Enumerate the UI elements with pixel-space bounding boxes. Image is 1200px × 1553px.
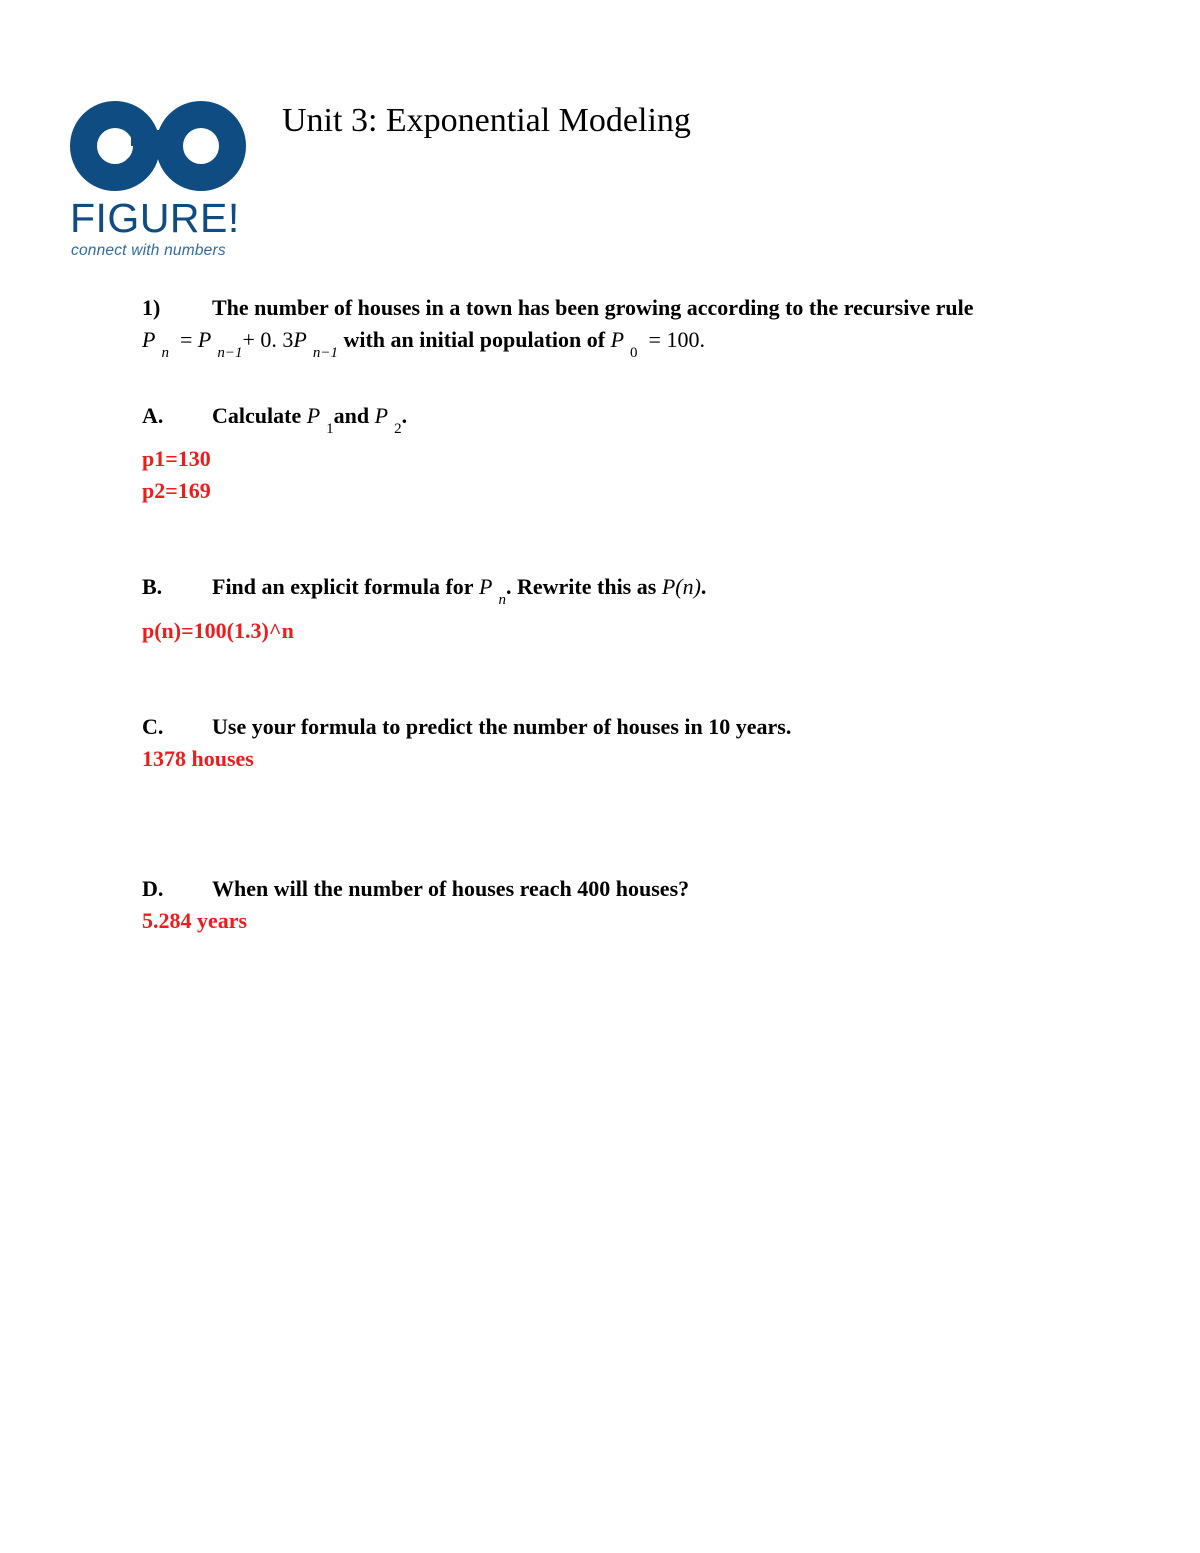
formula-plus: + 0. 3 <box>242 327 294 352</box>
recursive-formula <box>142 326 705 361</box>
go-infinity-logo-icon <box>68 100 250 192</box>
part-a-label: A. <box>142 403 164 428</box>
part-a-var1: P <box>306 403 321 428</box>
part-b-mid: . Rewrite this as <box>506 574 657 599</box>
go-figure-logo <box>68 100 253 265</box>
part-a-answer-1: p1=130 <box>142 446 211 471</box>
part-a-var1-sub: 1 <box>326 421 334 437</box>
formula-lhs-sub: n <box>161 345 169 361</box>
part-b-label: B. <box>142 574 163 599</box>
formula-term2-sub: n−1 <box>312 345 338 361</box>
part-a-var2: P <box>374 403 389 428</box>
part-c-label: C. <box>142 714 164 739</box>
part-b-end: . <box>700 574 707 599</box>
part-d-label: D. <box>142 876 164 901</box>
part-b-answer: p(n)=100(1.3)^n <box>142 618 294 643</box>
part-a-end: . <box>401 403 408 428</box>
part-d-prompt: When will the number of houses reach 400 houses? <box>212 876 690 901</box>
formula-init-sub: 0 <box>630 345 638 361</box>
logo-tagline: connect with numbers <box>71 242 226 259</box>
formula-term2: P <box>293 327 307 352</box>
part-b-var: P <box>479 574 493 599</box>
formula-term1: P <box>197 327 212 352</box>
formula-middle-text: with an initial population of <box>343 327 606 352</box>
part-b-func: P(n) <box>661 574 701 599</box>
part-a-prompt <box>212 402 408 437</box>
formula-init-eq: = 100. <box>648 327 705 352</box>
formula-init: P <box>610 327 625 352</box>
part-b-prompt <box>212 573 707 608</box>
part-c-prompt: Use your formula to predict the number of houses in 10 years. <box>212 714 792 739</box>
formula-term1-sub: n−1 <box>217 345 243 361</box>
page-title: Unit 3: Exponential Modeling <box>282 102 691 139</box>
question-text: The number of houses in a town has been growing according to the recursive rule <box>212 295 974 320</box>
part-a-prompt-start: Calculate <box>212 403 302 428</box>
formula-lhs: P <box>142 327 156 352</box>
part-c-answer: 1378 houses <box>142 746 254 771</box>
logo-wordmark: FIGURE! <box>70 195 240 241</box>
part-a-var2-sub: 2 <box>394 421 402 437</box>
part-b-var-sub: n <box>498 592 506 608</box>
part-a-answer-2: p2=169 <box>142 478 211 503</box>
question-number: 1) <box>142 295 161 320</box>
formula-equals: = <box>179 327 193 352</box>
part-b-prompt-start: Find an explicit formula for <box>212 574 474 599</box>
part-d-answer: 5.284 years <box>142 908 248 933</box>
part-a-mid: and <box>333 403 370 428</box>
